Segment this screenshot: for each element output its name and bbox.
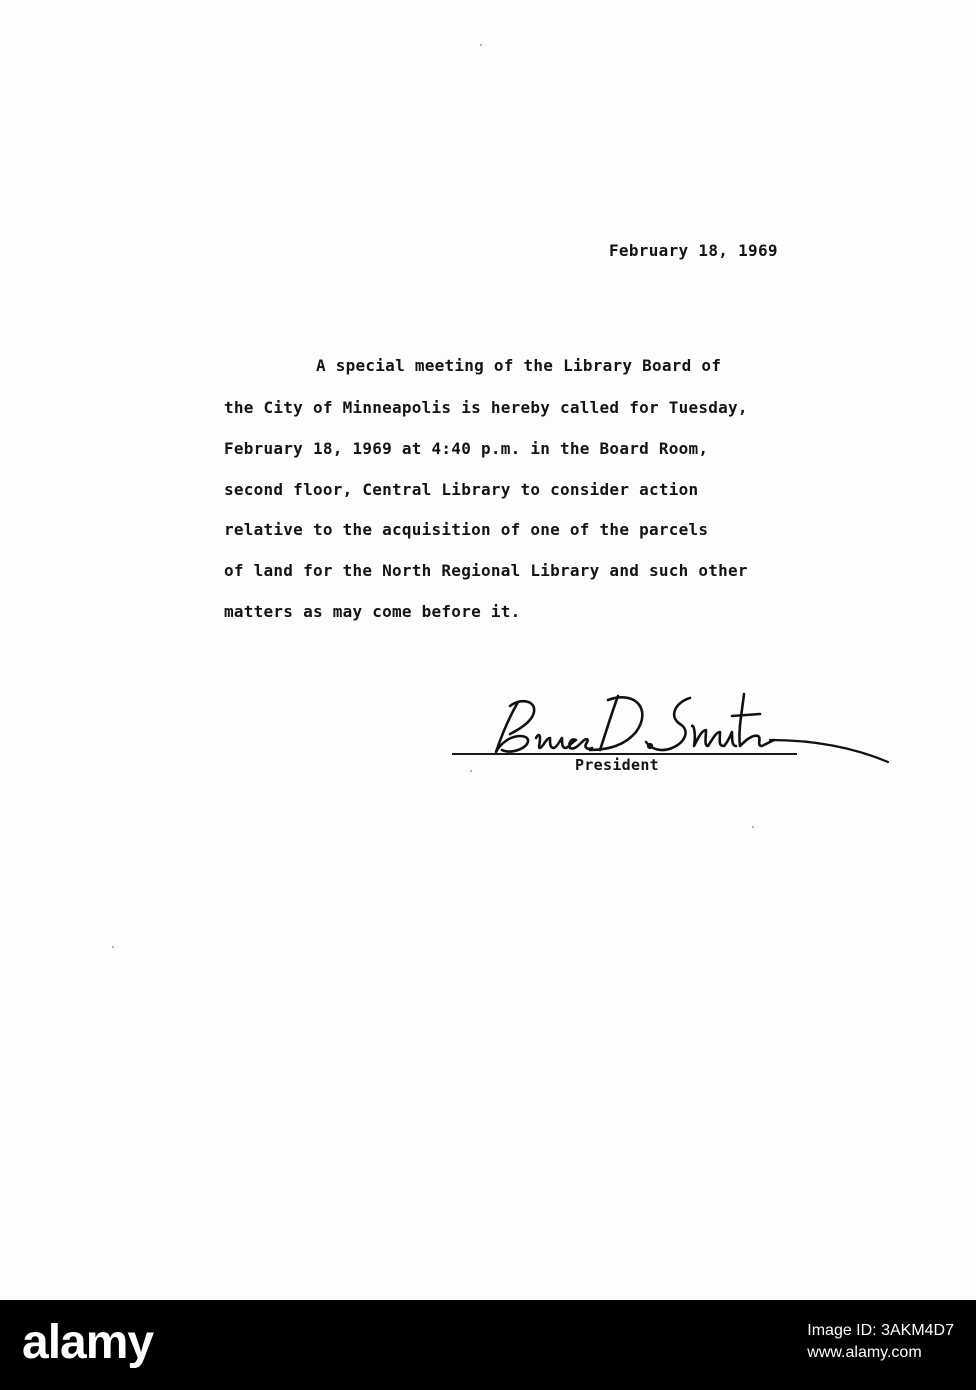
body-line: second floor, Central Library to consider action — [224, 480, 699, 499]
body-line: matters as may come before it. — [224, 602, 521, 621]
body-line: the City of Minneapolis is hereby called for Tuesday, — [224, 398, 748, 417]
handwritten-signature — [440, 676, 900, 776]
stock-info — [807, 1320, 954, 1364]
image-id: Image ID: 3AKM4D7 — [807, 1322, 954, 1339]
stock-url: www.alamy.com — [807, 1344, 922, 1361]
body-line: February 18, 1969 at 4:40 p.m. in the Board Room, — [224, 439, 709, 458]
body-line: relative to the acquisition of one of the parcels — [224, 520, 709, 539]
body-line: A special meeting of the Library Board of — [316, 356, 722, 375]
alamy-logo-text: alamy — [22, 1318, 154, 1368]
paper-speck — [112, 946, 114, 948]
paper-speck — [752, 826, 754, 828]
signature-title: President — [575, 756, 659, 774]
alamy-logo — [22, 1318, 210, 1368]
body-line: of land for the North Regional Library and such other — [224, 561, 748, 580]
paper-speck — [480, 44, 482, 46]
letter-date: February 18, 1969 — [609, 241, 778, 260]
paper-speck — [470, 770, 472, 772]
